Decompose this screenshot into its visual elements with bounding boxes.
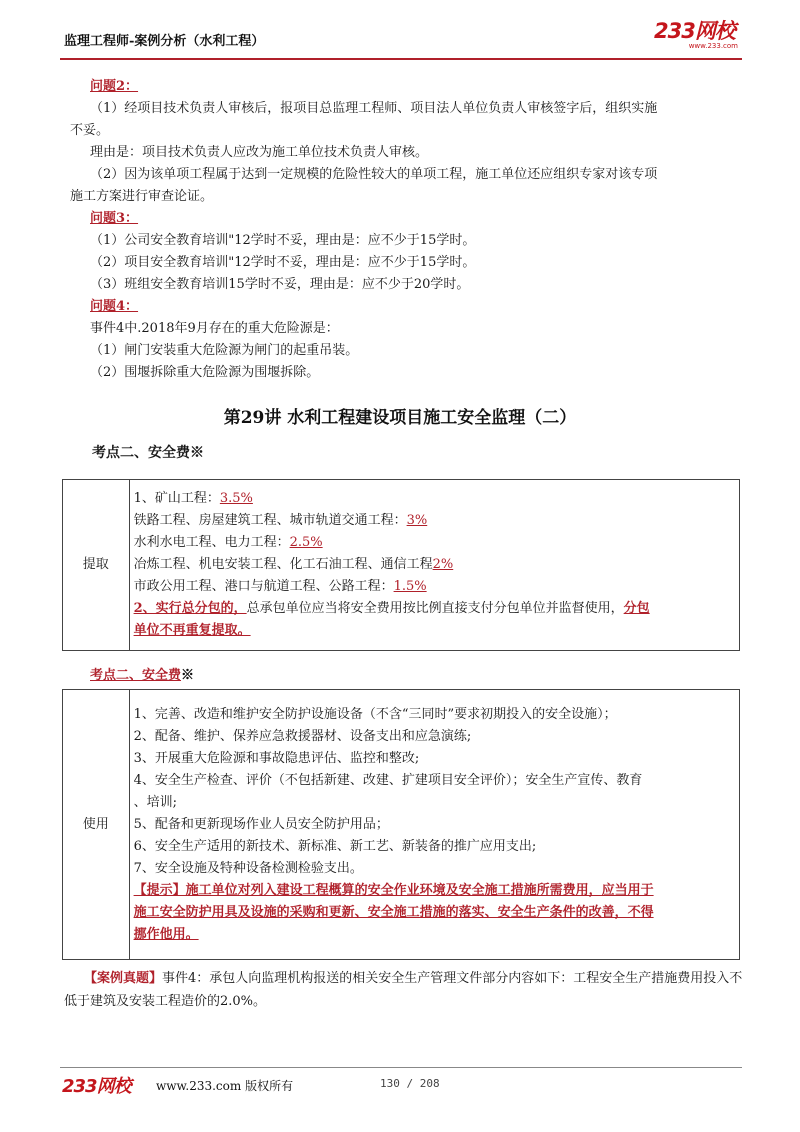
case-exam-paragraph	[64, 967, 744, 1013]
case-text: 事件4：承包人向监理机构报送的相关安全生产管理文件部分内容如下：工程安全生产措施费用投入不低于建筑及安装工程造价的2.0%。	[64, 971, 743, 1009]
table-row-label: 使用	[63, 690, 130, 960]
q3-line-2: （2）项目安全教育培训"12学时不妥，理由是：应不少于15学时。	[90, 255, 476, 270]
footer-logo[interactable]: 233网校	[62, 1076, 131, 1097]
rate-mining-label: 1、矿山工程：	[133, 491, 220, 506]
footer-divider	[60, 1067, 742, 1068]
usage-item-4: 4、安全生产检查、评价（不包括新建、改建、扩建项目安全评价）；安全生产宣传、教育	[133, 772, 643, 788]
key-point-heading-2	[90, 664, 194, 683]
table-cell-content	[129, 690, 739, 960]
extraction-rate-table	[62, 479, 740, 651]
rate-railway-value: 3%	[406, 513, 428, 528]
subcontract-rule-lead: 2、实行总分包的，	[133, 601, 247, 616]
usage-item-1: 1、完善、改造和维护安全防护设施设备（不含“三同时”要求初期投入的安全设施）；	[133, 706, 617, 722]
brand-logo[interactable]	[654, 20, 750, 56]
header-title: 监理工程师-案例分析（水利工程）	[64, 34, 265, 49]
kp2-symbol: ※	[181, 668, 195, 683]
rate-metallurgy-value: 2%	[432, 557, 454, 572]
q3-line-3: （3）班组安全教育培训15学时不妥，理由是：应不少于20学时。	[90, 277, 470, 292]
tip-line-2: 施工安全防护用具及设施的采购和更新、安全施工措施的落实、安全生产条件的改善，不得	[133, 904, 654, 920]
logo-url: www.233.com	[688, 42, 738, 50]
case-tag: 【案例真题】	[84, 971, 163, 986]
rate-municipal-label: 市政公用工程、港口与航道工程、公路工程：	[133, 579, 394, 594]
key-point-heading: 考点二、安全费※	[92, 445, 204, 461]
lecture-title: 第29讲 水利工程建设项目施工安全监理（二）	[223, 408, 577, 428]
kp2-text: 考点二、安全费	[90, 668, 182, 683]
subcontract-rule-end: 单位不再重复提取。	[133, 623, 251, 638]
table-cell-content	[129, 480, 739, 651]
q4-line-2: （1）闸门安装重大危险源为闸门的起重吊装。	[90, 343, 359, 358]
q3-line-1: （1）公司安全教育培训"12学时不妥，理由是：应不少于15学时。	[90, 233, 476, 248]
question-3-label: 问题3：	[90, 211, 139, 226]
rate-water-value: 2.5%	[289, 535, 323, 550]
q2-para-1: （1）经项目技术负责人审核后，报项目总监理工程师、项目法人单位负责人审核签字后，组织实施	[90, 101, 658, 116]
usage-item-7: 7、安全设施及特种设备检测检验支出。	[133, 860, 363, 876]
header-divider	[60, 58, 742, 60]
usage-item-2: 2、配备、维护、保养应急救援器材、设备支出和应急演练;	[133, 728, 472, 744]
tip-line-1: 【提示】施工单位对列入建设工程概算的安全作业环境及安全施工措施所需费用，应当用于	[133, 882, 654, 898]
q4-line-3: （2）围堰拆除重大危险源为围堰拆除。	[90, 365, 320, 380]
subcontract-rule-text: 总承包单位应当将安全费用按比例直接支付分包单位并监督使用，	[246, 601, 624, 616]
footer-site-link[interactable]: www.233.com 版权所有	[156, 1079, 294, 1093]
tip-line-3: 挪作他用。	[133, 926, 199, 942]
question-4-label: 问题4：	[90, 299, 139, 314]
q2-para-3: （2）因为该单项工程属于达到一定规模的危险性较大的单项工程，施工单位还应组织专家对该专项	[90, 167, 658, 182]
rate-water-label: 水利水电工程、电力工程：	[133, 535, 290, 550]
rate-railway-label: 铁路工程、房屋建筑工程、城市轨道交通工程：	[133, 513, 407, 528]
answer-body	[70, 76, 738, 384]
usage-item-4-cont: 、培训;	[133, 794, 177, 810]
table-row-label: 提取	[63, 480, 130, 651]
usage-item-5: 5、配备和更新现场作业人员安全防护用品；	[133, 816, 389, 832]
q2-para-1-cont: 不妥。	[70, 123, 110, 138]
usage-item-3: 3、开展重大危险源和事故隐患评估、监控和整改;	[133, 750, 420, 766]
rate-metallurgy-label: 冶炼工程、机电安装工程、化工石油工程、通信工程	[133, 557, 433, 572]
q2-para-2: 理由是：项目技术负责人应改为施工单位技术负责人审核。	[90, 145, 429, 160]
q4-line-1: 事件4中.2018年9月存在的重大危险源是：	[90, 321, 339, 336]
usage-item-6: 6、安全生产适用的新技术、新标准、新工艺、新装备的推广应用支出;	[133, 838, 537, 854]
subcontract-rule-tail: 分包	[623, 601, 650, 616]
rate-mining-value: 3.5%	[219, 491, 253, 506]
q2-para-3-cont: 施工方案进行审查论证。	[70, 189, 214, 204]
page-number: 130 / 208	[380, 1077, 440, 1090]
logo-text: 233网校	[654, 19, 735, 43]
usage-table	[62, 689, 740, 960]
question-2-label: 问题2：	[90, 79, 139, 94]
rate-municipal-value: 1.5%	[393, 579, 427, 594]
